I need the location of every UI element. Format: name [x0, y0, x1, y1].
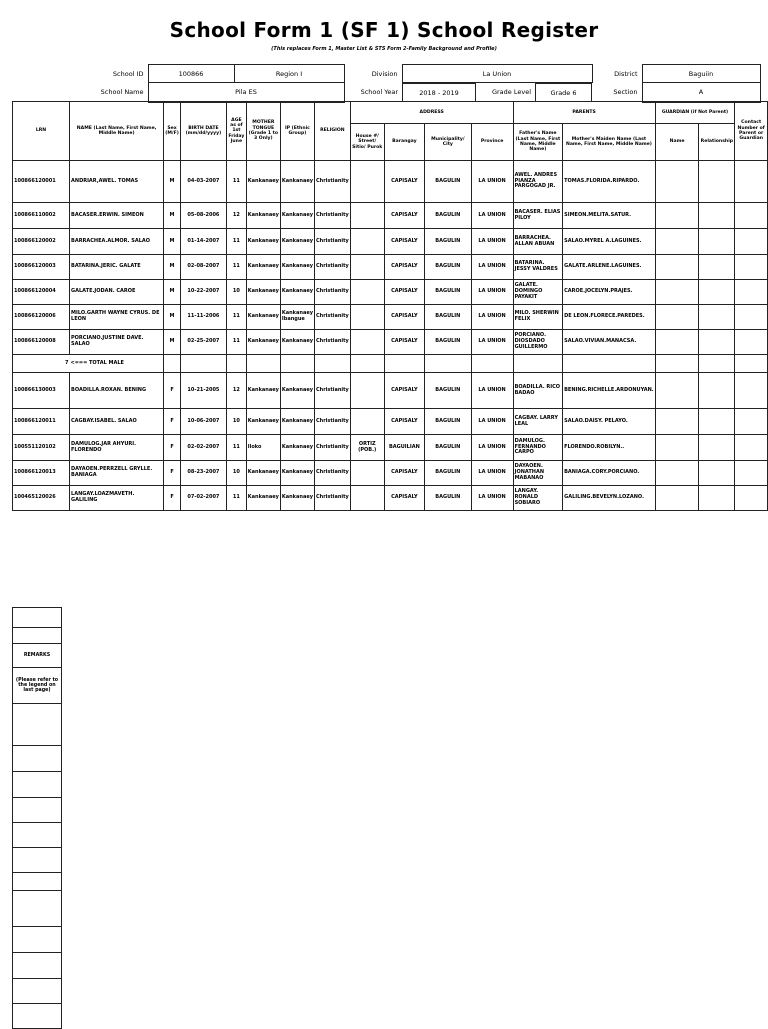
- house-cell[interactable]: [350, 409, 384, 435]
- col-name: NAME (Last Name, First Name, Middle Name): [70, 102, 164, 161]
- table-row: [13, 305, 768, 330]
- remarks-cell[interactable]: [13, 798, 62, 823]
- mother-tongue-cell[interactable]: Kankanaey: [246, 461, 280, 486]
- ip-cell[interactable]: Kankanaey: [280, 373, 314, 409]
- age-cell[interactable]: 10: [227, 409, 247, 435]
- name-cell[interactable]: CAGBAY.ISABEL. SALAO: [70, 409, 164, 435]
- age-cell[interactable]: 11: [227, 255, 247, 280]
- table-row: [13, 255, 768, 280]
- municipality-cell[interactable]: BAGULIN: [425, 280, 472, 305]
- religion-cell[interactable]: Christianity: [314, 280, 350, 305]
- age-cell[interactable]: 11: [227, 330, 247, 355]
- municipality-cell[interactable]: BAGULIN: [425, 330, 472, 355]
- house-cell[interactable]: [350, 161, 384, 203]
- grade-level-field[interactable]: Grade 6: [536, 84, 592, 102]
- religion-cell[interactable]: Christianity: [314, 330, 350, 355]
- school-year-label: School Year: [360, 88, 398, 97]
- municipality-cell[interactable]: BAGULIN: [425, 229, 472, 255]
- table-row: [13, 161, 768, 203]
- barangay-cell[interactable]: CAPISALY: [384, 373, 424, 409]
- col-barangay: Barangay: [384, 124, 424, 161]
- remarks-label: REMARKS: [13, 644, 62, 668]
- mother-name-cell[interactable]: BANIAGA.CORY.PORCIANO.: [563, 461, 656, 486]
- contact-cell[interactable]: [735, 255, 768, 280]
- province-cell[interactable]: LA UNION: [471, 486, 513, 511]
- table-row: [13, 409, 768, 435]
- municipality-cell[interactable]: BAGULIN: [425, 255, 472, 280]
- barangay-cell[interactable]: CAPISALY: [384, 161, 424, 203]
- sex-cell[interactable]: M: [164, 255, 181, 280]
- lrn-cell[interactable]: 100866120013: [13, 461, 70, 486]
- col-mother-tongue: MOTHER TONGUE (Grade 1 to 3 Only): [246, 102, 280, 161]
- name-cell[interactable]: DAMULOG.JAR AHYURI. FLORENDO: [70, 435, 164, 461]
- guardian-name-cell[interactable]: [655, 435, 699, 461]
- contact-cell[interactable]: [735, 486, 768, 511]
- col-guardian-name: Name: [655, 124, 699, 161]
- sex-cell[interactable]: M: [164, 229, 181, 255]
- relationship-cell[interactable]: [699, 486, 735, 511]
- remarks-cell[interactable]: [13, 979, 62, 1004]
- ip-cell[interactable]: Kankanaey: [280, 461, 314, 486]
- mother-tongue-cell[interactable]: Iloko: [246, 435, 280, 461]
- remarks-column: [12, 607, 62, 1029]
- age-cell[interactable]: 10: [227, 461, 247, 486]
- sex-cell[interactable]: F: [164, 409, 181, 435]
- mother-name-cell[interactable]: SALAO.DAISY. PELAYO.: [563, 409, 656, 435]
- mother-tongue-cell[interactable]: Kankanaey: [246, 161, 280, 203]
- mother-name-cell[interactable]: TOMAS.FLORIDA.RIPARDO.: [563, 161, 656, 203]
- birth-date-cell[interactable]: 10-06-2007: [180, 409, 226, 435]
- province-cell[interactable]: LA UNION: [471, 330, 513, 355]
- ip-cell[interactable]: Kankanaey: [280, 486, 314, 511]
- register-table: [12, 101, 768, 511]
- father-name-cell[interactable]: MILO. SHERWIN FELIX: [513, 305, 563, 330]
- col-mother: Mother's Maiden Name (Last Name, First Name, Middle Name): [563, 124, 656, 161]
- province-cell[interactable]: LA UNION: [471, 255, 513, 280]
- birth-date-cell[interactable]: 02-08-2007: [180, 255, 226, 280]
- religion-cell[interactable]: Christianity: [314, 229, 350, 255]
- remarks-cell[interactable]: [13, 746, 62, 772]
- mother-name-cell[interactable]: BENING.RICHELLE.ARDONUYAN.: [563, 373, 656, 409]
- religion-cell[interactable]: Christianity: [314, 305, 350, 330]
- name-cell[interactable]: DAYAOEN.PERRZELL GRYLLE. BANIAGA: [70, 461, 164, 486]
- municipality-cell[interactable]: BAGULIN: [425, 305, 472, 330]
- province-cell[interactable]: LA UNION: [471, 305, 513, 330]
- contact-cell[interactable]: [735, 280, 768, 305]
- table-row: [13, 203, 768, 229]
- table-row: [13, 229, 768, 255]
- guardian-name-cell[interactable]: [655, 305, 699, 330]
- col-address: ADDRESS: [350, 102, 513, 124]
- municipality-cell[interactable]: BAGULIN: [425, 373, 472, 409]
- col-age: AGE as of 1st Friday June: [227, 102, 247, 161]
- sex-cell[interactable]: M: [164, 305, 181, 330]
- barangay-cell[interactable]: CAPISALY: [384, 255, 424, 280]
- house-cell[interactable]: [350, 330, 384, 355]
- lrn-cell[interactable]: 100866120001: [13, 161, 70, 203]
- school-name-field[interactable]: Pila ES: [148, 83, 344, 103]
- relationship-cell[interactable]: [699, 373, 735, 409]
- school-id-field[interactable]: 100866: [148, 65, 234, 83]
- remarks-cell[interactable]: [13, 704, 62, 746]
- relationship-cell[interactable]: [699, 305, 735, 330]
- guardian-name-cell[interactable]: [655, 255, 699, 280]
- ip-cell[interactable]: Kankanaey: [280, 229, 314, 255]
- age-cell[interactable]: 10: [227, 280, 247, 305]
- contact-cell[interactable]: [735, 409, 768, 435]
- col-birth-date: BIRTH DATE (mm/dd/yyyy): [180, 102, 226, 161]
- barangay-cell[interactable]: CAPISALY: [384, 486, 424, 511]
- municipality-cell[interactable]: BAGULIN: [425, 161, 472, 203]
- birth-date-cell[interactable]: 11-11-2006: [180, 305, 226, 330]
- remarks-cell[interactable]: [13, 772, 62, 798]
- district-label: District: [614, 69, 638, 78]
- contact-cell[interactable]: [735, 229, 768, 255]
- table-row: [13, 461, 768, 486]
- lrn-cell[interactable]: 100866120008: [13, 330, 70, 355]
- father-name-cell[interactable]: BATARINA. JESSY VALDRES: [513, 255, 563, 280]
- ip-cell[interactable]: Kankanaey Ibangue: [280, 305, 314, 330]
- age-cell[interactable]: 12: [227, 373, 247, 409]
- school-id-label: School ID: [112, 69, 144, 78]
- barangay-cell[interactable]: CAPISALY: [384, 330, 424, 355]
- age-cell[interactable]: 11: [227, 435, 247, 461]
- region-field[interactable]: Region I: [234, 65, 344, 83]
- relationship-cell[interactable]: [699, 280, 735, 305]
- remarks-cell[interactable]: [13, 823, 62, 848]
- lrn-cell[interactable]: 100465120026: [13, 486, 70, 511]
- lrn-cell[interactable]: 100866120003: [13, 255, 70, 280]
- province-cell[interactable]: LA UNION: [471, 409, 513, 435]
- col-municipality: Municipality/ City: [425, 124, 472, 161]
- ip-cell[interactable]: Kankanaey: [280, 330, 314, 355]
- col-guardian: GUARDIAN (if Not Parent): [655, 102, 735, 124]
- birth-date-cell[interactable]: 10-22-2007: [180, 280, 226, 305]
- form-title: School Form 1 (SF 1) School Register: [169, 18, 599, 42]
- barangay-cell[interactable]: CAPISALY: [384, 280, 424, 305]
- guardian-name-cell[interactable]: [655, 330, 699, 355]
- relationship-cell[interactable]: [699, 161, 735, 203]
- guardian-name-cell[interactable]: [655, 280, 699, 305]
- name-cell[interactable]: LANGAY.LOAZMAVETH. GALILING: [70, 486, 164, 511]
- table-row: [13, 373, 768, 409]
- lrn-cell[interactable]: 100866120002: [13, 229, 70, 255]
- municipality-cell[interactable]: BAGULIN: [425, 203, 472, 229]
- lrn-cell[interactable]: 100866120011: [13, 409, 70, 435]
- section-field[interactable]: A: [642, 83, 760, 103]
- col-father: Father's Name (Last Name, First Name, Middle Name): [513, 124, 563, 161]
- name-cell[interactable]: PORCIANO.JUSTINE DAVE. SALAO: [70, 330, 164, 355]
- mother-name-cell[interactable]: DE LEON.FLORECE.PAREDES.: [563, 305, 656, 330]
- mother-tongue-cell[interactable]: Kankanaey: [246, 255, 280, 280]
- school-name-label: School Name: [100, 88, 144, 97]
- barangay-cell[interactable]: CAPISALY: [384, 203, 424, 229]
- lrn-cell[interactable]: 100866120004: [13, 280, 70, 305]
- mother-name-cell[interactable]: FLORENDO.ROBILYN..: [563, 435, 656, 461]
- birth-date-cell[interactable]: 02-02-2007: [180, 435, 226, 461]
- total-male-row: [13, 355, 768, 373]
- contact-cell[interactable]: [735, 330, 768, 355]
- name-cell[interactable]: GALATE.JODAN. CAROE: [70, 280, 164, 305]
- relationship-cell[interactable]: [699, 229, 735, 255]
- relationship-cell[interactable]: [699, 330, 735, 355]
- father-name-cell[interactable]: DAMULOG. FERNANDO CARPO: [513, 435, 563, 461]
- province-cell[interactable]: LA UNION: [471, 373, 513, 409]
- mother-tongue-cell[interactable]: Kankanaey: [246, 409, 280, 435]
- ip-cell[interactable]: Kankanaey: [280, 255, 314, 280]
- municipality-cell[interactable]: BAGULIN: [425, 435, 472, 461]
- ip-cell[interactable]: Kankanaey: [280, 409, 314, 435]
- father-name-cell[interactable]: DAYAOEN. JONATHAN MABANAO: [513, 461, 563, 486]
- relationship-cell[interactable]: [699, 409, 735, 435]
- col-sex: Sex (M/F): [164, 102, 181, 161]
- name-cell[interactable]: BATARINA.JERIC. GALATE: [70, 255, 164, 280]
- mother-tongue-cell[interactable]: Kankanaey: [246, 280, 280, 305]
- province-cell[interactable]: LA UNION: [471, 461, 513, 486]
- mother-name-cell[interactable]: GALATE.ARLENE.LAGUINES.: [563, 255, 656, 280]
- house-cell[interactable]: [350, 255, 384, 280]
- father-name-cell[interactable]: BACASER. ELIAS PILOY: [513, 203, 563, 229]
- barangay-cell[interactable]: CAPISALY: [384, 461, 424, 486]
- father-name-cell[interactable]: GALATE. DOMINGO PAYAKIT: [513, 280, 563, 305]
- col-lrn: LRN: [13, 102, 70, 161]
- guardian-name-cell[interactable]: [655, 203, 699, 229]
- contact-cell[interactable]: [735, 305, 768, 330]
- remarks-cell[interactable]: [13, 953, 62, 979]
- municipality-cell[interactable]: BAGULIN: [425, 486, 472, 511]
- guardian-name-cell[interactable]: [655, 161, 699, 203]
- sex-cell[interactable]: M: [164, 203, 181, 229]
- contact-cell[interactable]: [735, 161, 768, 203]
- division-label: Division: [371, 69, 398, 78]
- religion-cell[interactable]: Christianity: [314, 435, 350, 461]
- age-cell[interactable]: 11: [227, 229, 247, 255]
- barangay-cell[interactable]: CAPISALY: [384, 229, 424, 255]
- mother-name-cell[interactable]: GALILING.BEVELYN.LOZANO.: [563, 486, 656, 511]
- house-cell[interactable]: [350, 280, 384, 305]
- birth-date-cell[interactable]: 01-14-2007: [180, 229, 226, 255]
- father-name-cell[interactable]: LANGAY. RONALD SOBIARO: [513, 486, 563, 511]
- district-field[interactable]: Baguiin: [642, 65, 760, 83]
- mother-tongue-cell[interactable]: Kankanaey: [246, 486, 280, 511]
- table-row: [13, 435, 768, 461]
- barangay-cell[interactable]: CAPISALY: [384, 409, 424, 435]
- father-name-cell[interactable]: CAGBAY. LARRY LEAL: [513, 409, 563, 435]
- col-parents: PARENTS: [513, 102, 655, 124]
- sex-cell[interactable]: F: [164, 373, 181, 409]
- guardian-name-cell[interactable]: [655, 486, 699, 511]
- guardian-name-cell[interactable]: [655, 373, 699, 409]
- ip-cell[interactable]: Kankanaey: [280, 280, 314, 305]
- remarks-cell[interactable]: [13, 848, 62, 873]
- lrn-cell[interactable]: 100551120102: [13, 435, 70, 461]
- col-province: Province: [471, 124, 513, 161]
- province-cell[interactable]: LA UNION: [471, 161, 513, 203]
- house-cell[interactable]: [350, 486, 384, 511]
- sex-cell[interactable]: F: [164, 486, 181, 511]
- guardian-name-cell[interactable]: [655, 229, 699, 255]
- birth-date-cell[interactable]: 05-08-2006: [180, 203, 226, 229]
- form-subtitle: (This replaces Form 1, Master List & STS Form 2-Family Background and Profile): [271, 46, 497, 52]
- relationship-cell[interactable]: [699, 203, 735, 229]
- municipality-cell[interactable]: BAGULIN: [425, 409, 472, 435]
- lrn-cell[interactable]: 100866120006: [13, 305, 70, 330]
- religion-cell[interactable]: Christianity: [314, 373, 350, 409]
- relationship-cell[interactable]: [699, 461, 735, 486]
- age-cell[interactable]: 12: [227, 203, 247, 229]
- remarks-cell[interactable]: [13, 891, 62, 927]
- age-cell[interactable]: 11: [227, 486, 247, 511]
- ip-cell[interactable]: Kankanaey: [280, 203, 314, 229]
- name-cell[interactable]: BARRACHEA.ALMOR. SALAO: [70, 229, 164, 255]
- remarks-cell[interactable]: [13, 873, 62, 891]
- father-name-cell[interactable]: AWEL. ANDRES PIANZA PARGOGAD JR.: [513, 161, 563, 203]
- ip-cell[interactable]: Kankanaey: [280, 435, 314, 461]
- birth-date-cell[interactable]: 07-02-2007: [180, 486, 226, 511]
- house-cell[interactable]: [350, 229, 384, 255]
- relationship-cell[interactable]: [699, 435, 735, 461]
- mother-name-cell[interactable]: SALAO.MYREL A.LAGUINES.: [563, 229, 656, 255]
- col-ip: IP (Ethnic Group): [280, 102, 314, 161]
- col-relationship: Relationship: [699, 124, 735, 161]
- mother-tongue-cell[interactable]: Kankanaey: [246, 203, 280, 229]
- house-cell[interactable]: [350, 203, 384, 229]
- lrn-cell[interactable]: 100866110002: [13, 203, 70, 229]
- birth-date-cell[interactable]: 08-23-2007: [180, 461, 226, 486]
- province-cell[interactable]: LA UNION: [471, 203, 513, 229]
- barangay-cell[interactable]: BAGUILIAN: [384, 435, 424, 461]
- col-contact: Contact Number of Parent or Guardian: [735, 102, 768, 161]
- guardian-name-cell[interactable]: [655, 409, 699, 435]
- mother-tongue-cell[interactable]: Kankanaey: [246, 229, 280, 255]
- house-cell[interactable]: [350, 305, 384, 330]
- religion-cell[interactable]: Christianity: [314, 486, 350, 511]
- house-cell[interactable]: [350, 373, 384, 409]
- age-cell[interactable]: 11: [227, 161, 247, 203]
- province-cell[interactable]: LA UNION: [471, 435, 513, 461]
- total-male-count: 7: [13, 355, 70, 373]
- sex-cell[interactable]: M: [164, 330, 181, 355]
- religion-cell[interactable]: Christianity: [314, 255, 350, 280]
- religion-cell[interactable]: Christianity: [314, 161, 350, 203]
- remarks-note: (Please refer to the legend on last page): [13, 668, 62, 704]
- sex-cell[interactable]: F: [164, 461, 181, 486]
- remarks-cell[interactable]: [13, 927, 62, 953]
- lrn-cell[interactable]: 100866130003: [13, 373, 70, 409]
- municipality-cell[interactable]: BAGULIN: [425, 461, 472, 486]
- name-cell[interactable]: BOADILLA.ROXAN. BENING: [70, 373, 164, 409]
- ip-cell[interactable]: Kankanaey: [280, 161, 314, 203]
- table-row: [13, 280, 768, 305]
- father-name-cell[interactable]: BOADILLA. RICO BADAO: [513, 373, 563, 409]
- religion-cell[interactable]: Christianity: [314, 409, 350, 435]
- col-house: House #/ Street/ Sitio/ Purok: [350, 124, 384, 161]
- total-male-label: <=== TOTAL MALE: [70, 355, 164, 373]
- guardian-name-cell[interactable]: [655, 461, 699, 486]
- province-cell[interactable]: LA UNION: [471, 280, 513, 305]
- sex-cell[interactable]: F: [164, 435, 181, 461]
- contact-cell[interactable]: [735, 203, 768, 229]
- sex-cell[interactable]: M: [164, 280, 181, 305]
- religion-cell[interactable]: Christianity: [314, 461, 350, 486]
- birth-date-cell[interactable]: 02-25-2007: [180, 330, 226, 355]
- name-cell[interactable]: MILO.GARTH WAYNE CYRUS. DE LEON: [70, 305, 164, 330]
- mother-tongue-cell[interactable]: Kankanaey: [246, 330, 280, 355]
- province-cell[interactable]: LA UNION: [471, 229, 513, 255]
- contact-cell[interactable]: [735, 461, 768, 486]
- mother-name-cell[interactable]: SIMEON.MELITA.SATUR.: [563, 203, 656, 229]
- house-cell[interactable]: [350, 461, 384, 486]
- mother-name-cell[interactable]: CAROE.JOCELYN.PRAJES.: [563, 280, 656, 305]
- name-cell[interactable]: BACASER.ERWIN. SIMEON: [70, 203, 164, 229]
- school-year-field[interactable]: 2018 - 2019: [403, 84, 476, 102]
- relationship-cell[interactable]: [699, 255, 735, 280]
- barangay-cell[interactable]: CAPISALY: [384, 305, 424, 330]
- remarks-cell[interactable]: [13, 1004, 62, 1029]
- school-info-table: [12, 64, 761, 103]
- sex-cell[interactable]: M: [164, 161, 181, 203]
- mother-tongue-cell[interactable]: Kankanaey: [246, 373, 280, 409]
- mother-name-cell[interactable]: SALAO.VIVIAN.MANACSA.: [563, 330, 656, 355]
- contact-cell[interactable]: [735, 435, 768, 461]
- table-row: [13, 330, 768, 355]
- division-field[interactable]: La Union: [402, 65, 592, 83]
- name-cell[interactable]: ANDRIAR,AWEL. TOMAS: [70, 161, 164, 203]
- birth-date-cell[interactable]: 04-03-2007: [180, 161, 226, 203]
- grade-level-label: Grade Level: [491, 88, 531, 97]
- father-name-cell[interactable]: PORCIANO. DIOSDADO GUILLERMO: [513, 330, 563, 355]
- table-row: [13, 486, 768, 511]
- mother-tongue-cell[interactable]: Kankanaey: [246, 305, 280, 330]
- age-cell[interactable]: 11: [227, 305, 247, 330]
- father-name-cell[interactable]: BARRACHEA. ALLAN ABUAN: [513, 229, 563, 255]
- birth-date-cell[interactable]: 10-21-2005: [180, 373, 226, 409]
- contact-cell[interactable]: [735, 373, 768, 409]
- house-cell[interactable]: ORTIZ (POB.): [350, 435, 384, 461]
- col-religion: RELIGION: [314, 102, 350, 161]
- section-label: Section: [613, 88, 638, 97]
- religion-cell[interactable]: Christianity: [314, 203, 350, 229]
